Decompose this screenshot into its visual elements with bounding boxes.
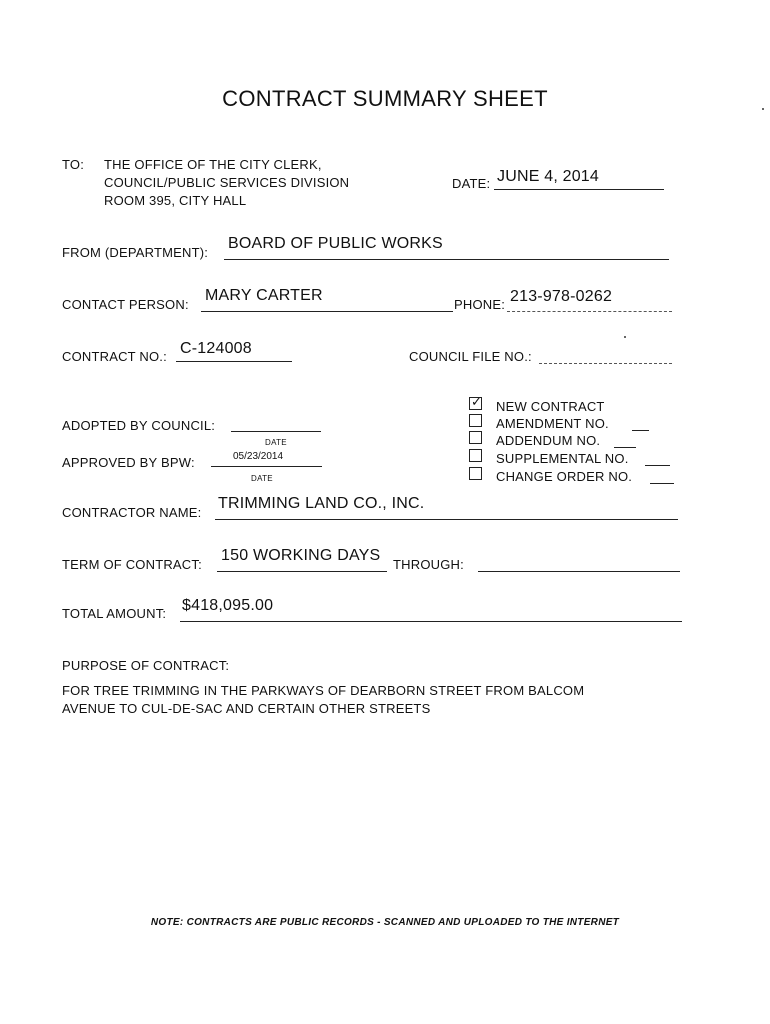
date-line xyxy=(494,189,664,190)
council-file-line xyxy=(539,363,672,364)
term-value: 150 WORKING DAYS xyxy=(221,547,381,564)
adopted-label: ADOPTED BY COUNCIL: xyxy=(62,418,216,433)
contract-no-line xyxy=(176,361,292,362)
new-contract-label: NEW CONTRACT xyxy=(496,399,605,414)
from-line xyxy=(224,259,669,260)
purpose-line-1: FOR TREE TRIMMING IN THE PARKWAYS OF DEARBORN STREET FROM BALCOM xyxy=(62,683,585,698)
contractor-value: TRIMMING LAND CO., INC. xyxy=(218,495,425,512)
contractor-line xyxy=(215,519,678,520)
approved-line xyxy=(211,466,322,467)
date-label: DATE: xyxy=(452,176,491,191)
contact-label: CONTACT PERSON: xyxy=(62,297,189,312)
checkmark-icon: ✓ xyxy=(471,394,482,409)
council-file-label: COUNCIL FILE NO.: xyxy=(409,349,532,364)
term-line xyxy=(217,571,387,572)
purpose-label: PURPOSE OF CONTRACT: xyxy=(62,658,230,673)
to-line-1: THE OFFICE OF THE CITY CLERK, xyxy=(104,157,322,172)
contract-no-value: C-124008 xyxy=(180,340,252,357)
through-label: THROUGH: xyxy=(393,557,464,572)
contact-value: MARY CARTER xyxy=(205,287,323,304)
total-value: $418,095.00 xyxy=(182,597,274,614)
purpose-line-2: AVENUE TO CUL-DE-SAC AND CERTAIN OTHER STREETS xyxy=(62,701,431,716)
from-value: BOARD OF PUBLIC WORKS xyxy=(228,235,443,252)
supplemental-checkbox[interactable] xyxy=(469,449,482,462)
addendum-checkbox[interactable] xyxy=(469,431,482,444)
approved-value: 05/23/2014 xyxy=(233,451,284,462)
change-order-label: CHANGE ORDER NO. xyxy=(496,469,633,484)
contractor-label: CONTRACTOR NAME: xyxy=(62,505,202,520)
to-label: TO: xyxy=(62,157,85,172)
approved-date-caption: DATE xyxy=(251,474,273,483)
contact-line xyxy=(201,311,453,312)
approved-label: APPROVED BY BPW: xyxy=(62,455,195,470)
phone-value: 213-978-0262 xyxy=(510,288,613,305)
new-contract-checkbox[interactable] xyxy=(469,394,482,410)
to-line-2: COUNCIL/PUBLIC SERVICES DIVISION xyxy=(104,175,350,190)
amendment-label: AMENDMENT NO. xyxy=(496,416,609,431)
page-title: CONTRACT SUMMARY SHEET xyxy=(222,86,548,111)
scan-speck xyxy=(762,108,764,110)
contract-no-label: CONTRACT NO.: xyxy=(62,349,167,364)
amendment-line xyxy=(632,430,649,431)
term-label: TERM OF CONTRACT: xyxy=(62,557,202,572)
addendum-label: ADDENDUM NO. xyxy=(496,433,601,448)
adopted-date-caption: DATE xyxy=(265,438,287,447)
change-order-checkbox[interactable] xyxy=(469,467,482,480)
change-order-line xyxy=(650,483,674,484)
total-line xyxy=(180,621,682,622)
adopted-line xyxy=(231,431,321,432)
amendment-checkbox[interactable] xyxy=(469,414,482,427)
total-label: TOTAL AMOUNT: xyxy=(62,606,167,621)
addendum-line xyxy=(614,447,636,448)
footer-note: NOTE: CONTRACTS ARE PUBLIC RECORDS - SCANNED AND UPLOADED TO THE INTERNET xyxy=(150,917,620,928)
date-value: JUNE 4, 2014 xyxy=(497,168,600,185)
supplemental-line xyxy=(645,465,670,466)
from-label: FROM (DEPARTMENT): xyxy=(62,245,209,260)
to-line-3: ROOM 395, CITY HALL xyxy=(104,193,247,208)
phone-line xyxy=(507,311,672,312)
through-line xyxy=(478,571,680,572)
supplemental-label: SUPPLEMENTAL NO. xyxy=(496,451,629,466)
phone-label: PHONE: xyxy=(454,297,506,312)
scan-speck xyxy=(624,336,626,338)
